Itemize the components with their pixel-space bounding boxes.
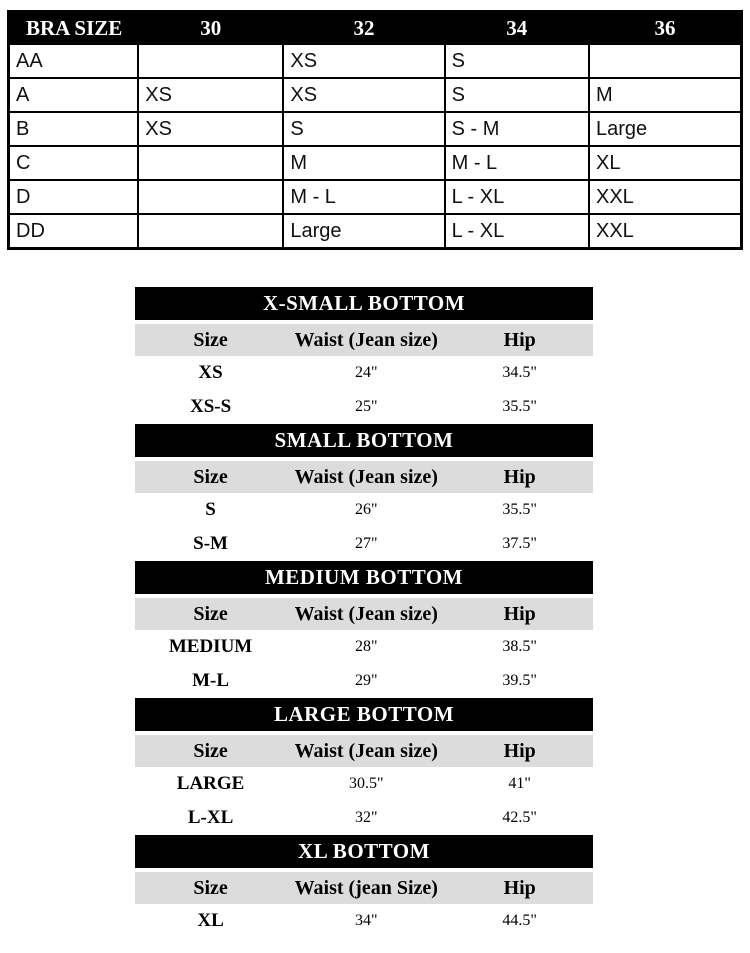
- bra-header-band-size: 30: [138, 12, 283, 45]
- waist-value-cell: 24": [355, 364, 378, 381]
- bra-header-row: [9, 12, 742, 45]
- bra-size-cell: M - L: [445, 146, 589, 180]
- bra-cup-label: D: [9, 180, 139, 214]
- bra-size-cell: XS: [283, 78, 444, 112]
- bra-size-cell: XS: [283, 44, 444, 78]
- bra-size-table-body: [9, 44, 742, 249]
- waist-value-cell: 25": [355, 398, 378, 415]
- bra-size-chart: [7, 10, 743, 250]
- size-value-cell: LARGE: [176, 773, 245, 794]
- column-header-size: Size: [193, 740, 228, 762]
- size-section: [135, 424, 593, 561]
- size-section: [135, 835, 593, 938]
- size-data-row: [135, 664, 593, 698]
- column-header-hip: Hip: [503, 877, 536, 899]
- column-header-row: [135, 324, 593, 356]
- bra-size-cell: [138, 180, 283, 214]
- column-header-waist: Waist (Jean size): [294, 740, 438, 762]
- column-header-size: Size: [193, 877, 228, 899]
- size-section: [135, 698, 593, 835]
- section-title-band: XL BOTTOM: [135, 835, 593, 868]
- bra-header-label: BRA SIZE: [9, 12, 139, 45]
- bra-size-cell: L - XL: [445, 214, 589, 249]
- bra-size-cell: Large: [283, 214, 444, 249]
- bra-size-cell: M: [283, 146, 444, 180]
- bra-size-cell: L - XL: [445, 180, 589, 214]
- waist-value-cell: 27": [355, 535, 378, 552]
- waist-value-cell: 32": [355, 809, 378, 826]
- hip-value-cell: 41": [508, 775, 531, 792]
- section-title-band: MEDIUM BOTTOM: [135, 561, 593, 594]
- bra-size-cell: XXL: [589, 180, 742, 214]
- bra-header-band-size: 36: [589, 12, 742, 45]
- bra-row: [9, 78, 742, 112]
- bra-row: [9, 180, 742, 214]
- size-section: [135, 561, 593, 698]
- size-value-cell: XS-S: [189, 396, 232, 417]
- bra-size-table-header: [9, 12, 742, 45]
- size-data-row: [135, 630, 593, 664]
- bra-row: [9, 146, 742, 180]
- hip-value-cell: 37.5": [502, 535, 537, 552]
- column-header-row: [135, 461, 593, 493]
- bra-cup-label: A: [9, 78, 139, 112]
- bra-cup-label: B: [9, 112, 139, 146]
- bra-cup-label: DD: [9, 214, 139, 249]
- column-header-hip: Hip: [503, 740, 536, 762]
- bra-size-cell: M: [589, 78, 742, 112]
- bra-size-cell: [138, 214, 283, 249]
- waist-value-cell: 34": [355, 912, 378, 929]
- hip-value-cell: 35.5": [502, 501, 537, 518]
- bra-size-cell: XXL: [589, 214, 742, 249]
- column-header-row: [135, 872, 593, 904]
- size-value-cell: XL: [197, 910, 224, 931]
- column-header-hip: Hip: [503, 603, 536, 625]
- hip-value-cell: 38.5": [502, 638, 537, 655]
- bra-size-cell: M - L: [283, 180, 444, 214]
- section-title-band: LARGE BOTTOM: [135, 698, 593, 731]
- column-header-waist: Waist (Jean size): [294, 466, 438, 488]
- section-title-band: X-SMALL BOTTOM: [135, 287, 593, 320]
- column-header-size: Size: [193, 603, 228, 625]
- bra-cup-label: C: [9, 146, 139, 180]
- bra-header-band-size: 32: [283, 12, 444, 45]
- column-header-hip: Hip: [503, 329, 536, 351]
- column-header-waist: Waist (Jean size): [294, 329, 438, 351]
- size-data-row: [135, 801, 593, 835]
- size-value-cell: MEDIUM: [168, 636, 253, 657]
- size-value-cell: M-L: [192, 670, 230, 691]
- size-section: [135, 287, 593, 424]
- bra-size-cell: [589, 44, 742, 78]
- waist-value-cell: 28": [355, 638, 378, 655]
- column-header-row: [135, 598, 593, 630]
- bra-size-cell: [138, 44, 283, 78]
- bra-size-cell: S: [445, 44, 589, 78]
- hip-value-cell: 44.5": [502, 912, 537, 929]
- bra-size-table: [7, 10, 743, 250]
- size-data-row: [135, 390, 593, 424]
- waist-value-cell: 26": [355, 501, 378, 518]
- bra-size-cell: S: [445, 78, 589, 112]
- bra-size-cell: [138, 146, 283, 180]
- section-title-band: SMALL BOTTOM: [135, 424, 593, 457]
- bra-size-cell: Large: [589, 112, 742, 146]
- column-header-size: Size: [193, 329, 228, 351]
- bra-row: [9, 214, 742, 249]
- hip-value-cell: 34.5": [502, 364, 537, 381]
- column-header-waist: Waist (Jean size): [294, 603, 438, 625]
- bra-row: [9, 44, 742, 78]
- bra-size-cell: XL: [589, 146, 742, 180]
- column-header-row: [135, 735, 593, 767]
- size-value-cell: XS: [198, 362, 223, 383]
- bra-size-cell: S - M: [445, 112, 589, 146]
- bra-cup-label: AA: [9, 44, 139, 78]
- size-value-cell: S: [205, 499, 216, 520]
- size-value-cell: L-XL: [187, 807, 234, 828]
- bra-size-cell: XS: [138, 78, 283, 112]
- size-value-cell: S-M: [193, 533, 228, 554]
- hip-value-cell: 35.5": [502, 398, 537, 415]
- bra-row: [9, 112, 742, 146]
- size-data-row: [135, 904, 593, 938]
- bottom-size-sections: [135, 287, 593, 938]
- size-data-row: [135, 527, 593, 561]
- size-data-row: [135, 767, 593, 801]
- waist-value-cell: 30.5": [349, 775, 384, 792]
- waist-value-cell: 29": [355, 672, 378, 689]
- column-header-waist: Waist (jean Size): [294, 877, 438, 899]
- bra-size-cell: XS: [138, 112, 283, 146]
- column-header-hip: Hip: [503, 466, 536, 488]
- bra-header-band-size: 34: [445, 12, 589, 45]
- hip-value-cell: 42.5": [502, 809, 537, 826]
- column-header-size: Size: [193, 466, 228, 488]
- size-data-row: [135, 356, 593, 390]
- hip-value-cell: 39.5": [502, 672, 537, 689]
- bra-size-cell: S: [283, 112, 444, 146]
- size-data-row: [135, 493, 593, 527]
